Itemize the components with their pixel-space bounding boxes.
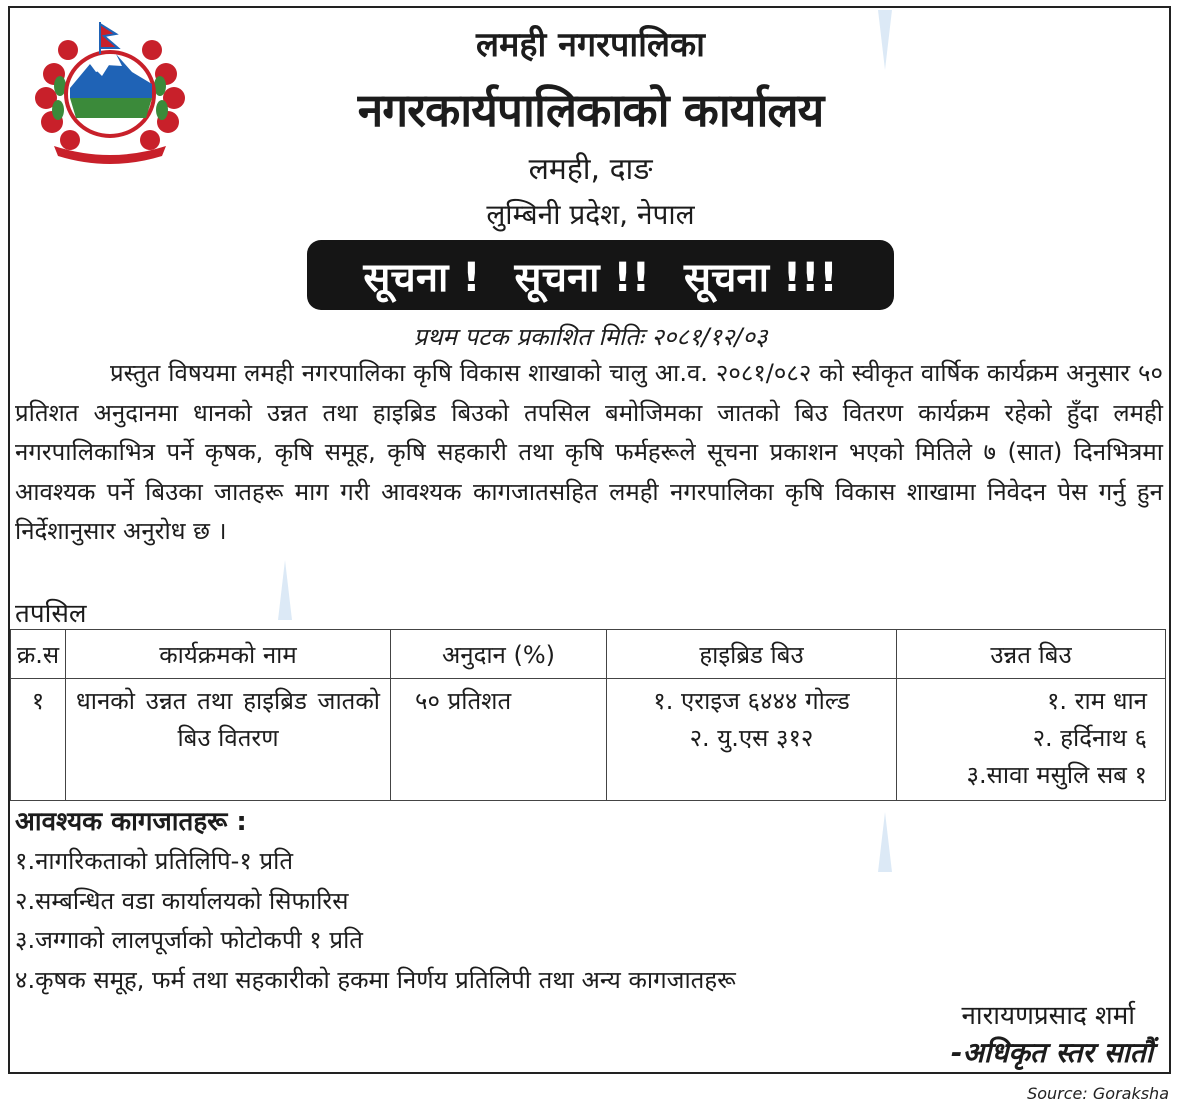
list-item: ४.कृषक समूह, फर्म तथा सहकारीको हकमा निर्णय प्रतिलिपी तथा अन्य कागजातहरू [15,965,736,994]
watermark-arrow-icon [876,812,894,872]
table-header-row [11,630,1166,679]
notice-word: सूचना ! [363,254,481,301]
required-documents-title: आवश्यक कागजातहरू : [15,807,247,837]
signatory-designation: -अधिकृत स्तर सातौं [950,1036,1153,1069]
improved-variety: ३.सावा मसुलि सब १ [966,761,1147,789]
watermark-arrow-icon [876,10,894,70]
cell-subsidy: ५० प्रतिशत [391,679,607,801]
signatory-name: नारायणप्रसाद शर्मा [961,1001,1135,1031]
improved-variety: २. हर्दिनाथ ६ [1032,724,1147,752]
cell-improved-seed [897,679,1166,801]
province-country: लुम्बिनी प्रदेश, नेपाल [486,198,695,231]
notice-word: सूचना !! [514,254,650,301]
header-improved-seed: उन्नत बिउ [897,630,1166,679]
source-credit: Source: Goraksha [1027,1084,1169,1103]
table-row [11,679,1166,801]
notice-banner [307,240,894,310]
watermark-arrow-icon [276,560,294,620]
header-serial: क्र.स [11,630,66,679]
header-subsidy: अनुदान (%) [391,630,607,679]
publish-date: प्रथम पटक प्रकाशित मितिः २०८१/१२/०३ [413,323,768,351]
header-hybrid-seed: हाइब्रिड बिउ [607,630,897,679]
notice-word: सूचना !!! [683,254,838,301]
required-documents-list [15,842,736,1000]
cell-program-name: धानको उन्नत तथा हाइब्रिड जातको बिउ वितरण [66,679,391,801]
list-item: २.सम्बन्धित वडा कार्यालयको सिफारिस [15,886,349,915]
cell-serial: १ [11,679,66,801]
seed-distribution-table [10,629,1166,801]
improved-variety: १. राम धान [1046,687,1147,715]
office-location: लमही, दाङ [528,152,653,187]
cell-hybrid-seed [607,679,897,801]
municipality-name: लमही नगरपालिका [476,25,705,65]
list-item: ३.जग्गाको लालपूर्जाको फोटोकपी १ प्रति [15,926,363,954]
office-title: नगरकार्यपालिकाको कार्यालय [357,83,824,137]
hybrid-variety: १. एराइज ६४४४ गोल्ड [653,687,850,715]
list-item: १.नागरिकताको प्रतिलिपि-१ प्रति [15,847,294,875]
table-caption: तपसिल [15,599,87,629]
notice-body: प्रस्तुत विषयमा लमही नगरपालिका कृषि विकास शाखाको चालु आ.व. २०८१/०८२ को स्वीकृत वार्षिक कार्यक्रम अनुसार ५० प्रतिशत अनुदानमा धानको उन्नत तथा हाइब्रिड बिउको तपसिल बमोजिमका जातको बिउ वितरण कार्यक्रम रहेको हुँदा लमही नगरपालिकाभित्र पर्ने कृषक, कृषि समूह, कृषि सहकारी तथा कृषि फर्महरूले सूचना प्रकाशन भएको मितिले ७ (सात) दिनभित्रमा आवश्यक पर्ने बिउका जातहरू माग गरी आवश्यक कागजातसहित लमही नगरपालिका कृषि विकास शाखामा निवेदन पेस गर्नु हुन निर्देशानुसार अनुरोध छ । [15,359,1163,545]
header-program-name: कार्यक्रमको नाम [66,630,391,679]
hybrid-variety: २. यु.एस ३१२ [689,724,814,752]
